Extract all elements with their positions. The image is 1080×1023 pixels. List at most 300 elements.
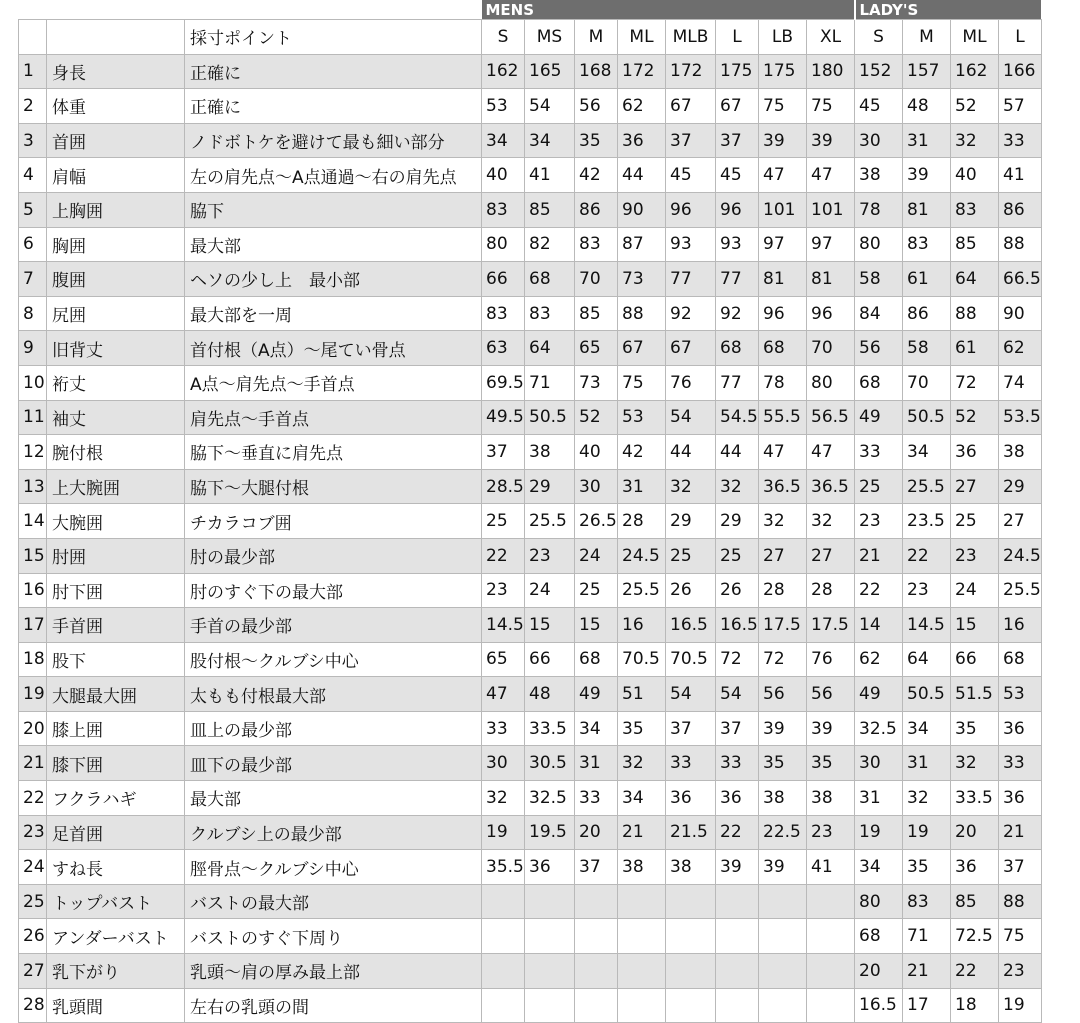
size-value xyxy=(666,954,716,989)
size-value: 65 xyxy=(575,331,618,366)
size-value: 45 xyxy=(855,89,903,124)
measurement-name: 乳頭間 xyxy=(47,988,185,1023)
row-number: 2 xyxy=(19,89,47,124)
size-value: 39 xyxy=(807,711,855,746)
measurement-name: 尻囲 xyxy=(47,296,185,331)
size-value: 34 xyxy=(903,435,951,470)
size-value: 35.5 xyxy=(482,850,525,885)
size-value: 31 xyxy=(575,746,618,781)
measurement-point: 脇下 xyxy=(185,192,482,227)
size-value: 39 xyxy=(759,711,807,746)
size-value: 71 xyxy=(903,919,951,954)
size-value: 32.5 xyxy=(855,711,903,746)
size-value: 162 xyxy=(951,54,999,89)
size-value: 32 xyxy=(482,781,525,816)
size-value xyxy=(807,884,855,919)
size-value: 32 xyxy=(716,469,759,504)
size-value: 56 xyxy=(759,677,807,712)
row-number: 25 xyxy=(19,884,47,919)
measurement-name: 股下 xyxy=(47,642,185,677)
size-value: 68 xyxy=(575,642,618,677)
row-number: 6 xyxy=(19,227,47,262)
measurement-point: 左右の乳頭の間 xyxy=(185,988,482,1023)
size-value: 42 xyxy=(575,158,618,193)
size-value: 78 xyxy=(759,365,807,400)
size-value: 61 xyxy=(951,331,999,366)
size-value: 34 xyxy=(903,711,951,746)
size-value: 23 xyxy=(903,573,951,608)
size-value: 37 xyxy=(666,123,716,158)
size-value: 49 xyxy=(855,677,903,712)
table-row xyxy=(19,538,1042,573)
size-value: 82 xyxy=(525,227,575,262)
size-value xyxy=(575,919,618,954)
row-number: 1 xyxy=(19,54,47,89)
size-value: 39 xyxy=(759,123,807,158)
size-value: 47 xyxy=(759,158,807,193)
table-row xyxy=(19,192,1042,227)
table-row xyxy=(19,746,1042,781)
size-value: 25.5 xyxy=(525,504,575,539)
size-value: 37 xyxy=(575,850,618,885)
size-value: 41 xyxy=(807,850,855,885)
table-row xyxy=(19,158,1042,193)
header-size-4: MLB xyxy=(666,20,716,55)
header-size-6: LB xyxy=(759,20,807,55)
size-value: 76 xyxy=(807,642,855,677)
header-size-11: L xyxy=(999,20,1042,55)
size-value: 165 xyxy=(525,54,575,89)
row-number: 19 xyxy=(19,677,47,712)
size-value: 30 xyxy=(575,469,618,504)
size-value: 33 xyxy=(666,746,716,781)
size-value: 88 xyxy=(618,296,666,331)
size-value: 75 xyxy=(618,365,666,400)
size-value: 39 xyxy=(759,850,807,885)
row-number: 26 xyxy=(19,919,47,954)
measurement-name: 旧背丈 xyxy=(47,331,185,366)
size-value: 36 xyxy=(999,781,1042,816)
size-value: 77 xyxy=(666,262,716,297)
size-value: 26.5 xyxy=(575,504,618,539)
size-value xyxy=(482,919,525,954)
size-value: 22 xyxy=(903,538,951,573)
size-value xyxy=(525,919,575,954)
size-value: 64 xyxy=(903,642,951,677)
size-value: 53.5 xyxy=(999,400,1042,435)
size-value xyxy=(482,884,525,919)
measurement-name: 裄丈 xyxy=(47,365,185,400)
size-value: 32 xyxy=(807,504,855,539)
measurement-point: バストのすぐ下周り xyxy=(185,919,482,954)
size-value: 40 xyxy=(951,158,999,193)
size-value: 29 xyxy=(525,469,575,504)
size-value: 66 xyxy=(482,262,525,297)
size-value: 36 xyxy=(999,711,1042,746)
table-row xyxy=(19,954,1042,989)
size-value: 25 xyxy=(855,469,903,504)
size-value: 37 xyxy=(716,711,759,746)
size-value: 92 xyxy=(716,296,759,331)
size-value: 68 xyxy=(855,919,903,954)
size-value: 54.5 xyxy=(716,400,759,435)
size-value: 101 xyxy=(807,192,855,227)
size-value: 76 xyxy=(666,365,716,400)
measurement-point: 手首の最少部 xyxy=(185,608,482,643)
size-value: 53 xyxy=(482,89,525,124)
measurement-name: 肩幅 xyxy=(47,158,185,193)
size-value: 32 xyxy=(951,746,999,781)
size-value: 62 xyxy=(855,642,903,677)
size-value: 168 xyxy=(575,54,618,89)
size-value: 96 xyxy=(716,192,759,227)
measurement-point: 肘の最少部 xyxy=(185,538,482,573)
size-value: 36 xyxy=(618,123,666,158)
size-value: 65 xyxy=(482,642,525,677)
size-table xyxy=(18,0,1042,1023)
size-value: 23 xyxy=(525,538,575,573)
size-value: 28 xyxy=(618,504,666,539)
size-value: 14.5 xyxy=(482,608,525,643)
size-value: 20 xyxy=(575,815,618,850)
size-value: 33 xyxy=(999,746,1042,781)
row-number: 8 xyxy=(19,296,47,331)
size-value: 72.5 xyxy=(951,919,999,954)
measurement-name: 肘囲 xyxy=(47,538,185,573)
size-value xyxy=(482,954,525,989)
table-row xyxy=(19,469,1042,504)
size-value: 36 xyxy=(716,781,759,816)
size-value: 40 xyxy=(575,435,618,470)
size-value: 25 xyxy=(951,504,999,539)
size-value xyxy=(759,954,807,989)
size-value: 42 xyxy=(618,435,666,470)
size-value: 26 xyxy=(716,573,759,608)
size-value: 56 xyxy=(855,331,903,366)
size-value: 31 xyxy=(618,469,666,504)
size-value: 25.5 xyxy=(618,573,666,608)
measurement-point: 最大部 xyxy=(185,781,482,816)
measurement-point: 最大部 xyxy=(185,227,482,262)
row-number: 17 xyxy=(19,608,47,643)
table-row xyxy=(19,227,1042,262)
size-value: 47 xyxy=(482,677,525,712)
size-value: 31 xyxy=(903,123,951,158)
row-number: 15 xyxy=(19,538,47,573)
lady-group-label: LADY'S xyxy=(855,0,1042,20)
measurement-point: 首付根（A点）～尾てい骨点 xyxy=(185,331,482,366)
size-value: 34 xyxy=(482,123,525,158)
row-number: 12 xyxy=(19,435,47,470)
row-number: 13 xyxy=(19,469,47,504)
size-value: 80 xyxy=(807,365,855,400)
header-item xyxy=(47,20,185,55)
size-value: 28.5 xyxy=(482,469,525,504)
size-value: 28 xyxy=(807,573,855,608)
size-value: 36.5 xyxy=(759,469,807,504)
table-row xyxy=(19,919,1042,954)
size-value: 67 xyxy=(666,89,716,124)
size-value: 49 xyxy=(575,677,618,712)
size-value: 25 xyxy=(666,538,716,573)
size-value: 68 xyxy=(759,331,807,366)
size-value: 14 xyxy=(855,608,903,643)
size-value: 180 xyxy=(807,54,855,89)
column-header-row xyxy=(19,20,1042,55)
size-value: 29 xyxy=(716,504,759,539)
size-value: 66.5 xyxy=(999,262,1042,297)
row-number: 28 xyxy=(19,988,47,1023)
size-value: 35 xyxy=(575,123,618,158)
table-row xyxy=(19,400,1042,435)
size-value: 27 xyxy=(759,538,807,573)
row-number: 18 xyxy=(19,642,47,677)
size-value: 33 xyxy=(716,746,759,781)
measurement-point: 太もも付根最大部 xyxy=(185,677,482,712)
measurement-point: A点～肩先点～手首点 xyxy=(185,365,482,400)
measurement-name: 体重 xyxy=(47,89,185,124)
size-value: 71 xyxy=(525,365,575,400)
size-value: 33 xyxy=(575,781,618,816)
size-value: 75 xyxy=(807,89,855,124)
size-value: 93 xyxy=(666,227,716,262)
size-value: 96 xyxy=(666,192,716,227)
size-value: 81 xyxy=(807,262,855,297)
size-value: 34 xyxy=(525,123,575,158)
group-header-row xyxy=(19,0,1042,20)
measurement-point: 正確に xyxy=(185,89,482,124)
size-value: 72 xyxy=(951,365,999,400)
size-value: 38 xyxy=(618,850,666,885)
size-value: 17.5 xyxy=(807,608,855,643)
size-value: 38 xyxy=(807,781,855,816)
header-size-9: M xyxy=(903,20,951,55)
table-row xyxy=(19,365,1042,400)
size-value: 101 xyxy=(759,192,807,227)
measurement-name: 大腕囲 xyxy=(47,504,185,539)
measurement-point: 肩先点～手首点 xyxy=(185,400,482,435)
table-row xyxy=(19,54,1042,89)
size-value: 23 xyxy=(855,504,903,539)
size-value xyxy=(716,954,759,989)
size-value: 26 xyxy=(666,573,716,608)
size-value: 53 xyxy=(999,677,1042,712)
size-value: 28 xyxy=(759,573,807,608)
size-value: 19 xyxy=(999,988,1042,1023)
measurement-name: 手首囲 xyxy=(47,608,185,643)
size-value: 15 xyxy=(575,608,618,643)
size-value: 27 xyxy=(999,504,1042,539)
measurement-point: ノドボトケを避けて最も細い部分 xyxy=(185,123,482,158)
size-value: 36 xyxy=(951,435,999,470)
size-value: 85 xyxy=(575,296,618,331)
size-value: 80 xyxy=(855,227,903,262)
size-value: 44 xyxy=(618,158,666,193)
measurement-point: ヘソの少し上 最小部 xyxy=(185,262,482,297)
size-value xyxy=(716,884,759,919)
size-value: 38 xyxy=(855,158,903,193)
size-value: 175 xyxy=(759,54,807,89)
size-value: 74 xyxy=(999,365,1042,400)
table-row xyxy=(19,435,1042,470)
size-value: 70 xyxy=(575,262,618,297)
size-value: 32 xyxy=(666,469,716,504)
row-number: 3 xyxy=(19,123,47,158)
size-value: 97 xyxy=(807,227,855,262)
size-value: 162 xyxy=(482,54,525,89)
size-value xyxy=(618,919,666,954)
size-value: 32 xyxy=(951,123,999,158)
size-value: 39 xyxy=(807,123,855,158)
size-value xyxy=(575,884,618,919)
header-number xyxy=(19,20,47,55)
size-value: 57 xyxy=(999,89,1042,124)
row-number: 20 xyxy=(19,711,47,746)
table-row xyxy=(19,677,1042,712)
size-value: 88 xyxy=(999,227,1042,262)
measurement-point: 脇下～垂直に肩先点 xyxy=(185,435,482,470)
size-value: 70 xyxy=(807,331,855,366)
size-value: 50.5 xyxy=(903,400,951,435)
size-value xyxy=(618,988,666,1023)
size-value: 96 xyxy=(759,296,807,331)
size-value: 88 xyxy=(999,884,1042,919)
measurement-point: 脇下～大腿付根 xyxy=(185,469,482,504)
size-value xyxy=(618,954,666,989)
size-value: 86 xyxy=(903,296,951,331)
table-row xyxy=(19,504,1042,539)
size-value: 23 xyxy=(482,573,525,608)
measurement-name: 乳下がり xyxy=(47,954,185,989)
size-value: 72 xyxy=(716,642,759,677)
size-value: 18 xyxy=(951,988,999,1023)
size-value: 23 xyxy=(807,815,855,850)
size-value: 78 xyxy=(855,192,903,227)
size-value: 56.5 xyxy=(807,400,855,435)
size-value: 16.5 xyxy=(716,608,759,643)
size-value: 75 xyxy=(759,89,807,124)
row-number: 7 xyxy=(19,262,47,297)
size-value: 55.5 xyxy=(759,400,807,435)
size-value: 22 xyxy=(716,815,759,850)
size-value: 172 xyxy=(666,54,716,89)
size-value: 84 xyxy=(855,296,903,331)
size-value: 83 xyxy=(903,884,951,919)
size-value: 17 xyxy=(903,988,951,1023)
header-size-3: ML xyxy=(618,20,666,55)
measurement-name: 腕付根 xyxy=(47,435,185,470)
size-value xyxy=(482,988,525,1023)
size-value: 73 xyxy=(575,365,618,400)
size-value: 21 xyxy=(903,954,951,989)
size-value: 16.5 xyxy=(855,988,903,1023)
size-value: 24 xyxy=(525,573,575,608)
table-row xyxy=(19,711,1042,746)
size-value: 85 xyxy=(951,884,999,919)
measurement-point: チカラコブ囲 xyxy=(185,504,482,539)
size-value: 69.5 xyxy=(482,365,525,400)
size-value xyxy=(525,954,575,989)
size-value: 47 xyxy=(759,435,807,470)
size-value: 33 xyxy=(482,711,525,746)
size-value: 172 xyxy=(618,54,666,89)
size-value: 152 xyxy=(855,54,903,89)
table-row xyxy=(19,89,1042,124)
row-number: 5 xyxy=(19,192,47,227)
size-value: 92 xyxy=(666,296,716,331)
size-value: 32.5 xyxy=(525,781,575,816)
table-row xyxy=(19,988,1042,1023)
size-value: 27 xyxy=(951,469,999,504)
size-value: 22.5 xyxy=(759,815,807,850)
size-value: 36 xyxy=(666,781,716,816)
header-size-2: M xyxy=(575,20,618,55)
size-value: 49.5 xyxy=(482,400,525,435)
size-value: 53 xyxy=(618,400,666,435)
measurement-point: 皿上の最少部 xyxy=(185,711,482,746)
row-number: 4 xyxy=(19,158,47,193)
size-chart xyxy=(18,0,1042,1023)
size-value: 22 xyxy=(855,573,903,608)
row-number: 27 xyxy=(19,954,47,989)
measurement-point: 脛骨点～クルブシ中心 xyxy=(185,850,482,885)
size-value: 32 xyxy=(759,504,807,539)
measurement-name: 上大腕囲 xyxy=(47,469,185,504)
measurement-name: フクラハギ xyxy=(47,781,185,816)
row-number: 9 xyxy=(19,331,47,366)
header-size-1: MS xyxy=(525,20,575,55)
size-value: 96 xyxy=(807,296,855,331)
size-value: 31 xyxy=(903,746,951,781)
size-value: 37 xyxy=(999,850,1042,885)
size-value: 21.5 xyxy=(666,815,716,850)
size-value: 47 xyxy=(807,435,855,470)
size-value: 52 xyxy=(951,89,999,124)
header-size-10: ML xyxy=(951,20,999,55)
size-value: 19 xyxy=(903,815,951,850)
size-value: 36 xyxy=(951,850,999,885)
size-value: 30 xyxy=(482,746,525,781)
size-value: 85 xyxy=(951,227,999,262)
size-value: 24 xyxy=(951,573,999,608)
size-value: 93 xyxy=(716,227,759,262)
row-number: 14 xyxy=(19,504,47,539)
measurement-name: 胸囲 xyxy=(47,227,185,262)
measurement-name: 膝上囲 xyxy=(47,711,185,746)
group-header-blank xyxy=(19,0,482,20)
size-value: 21 xyxy=(999,815,1042,850)
size-value: 75 xyxy=(999,919,1042,954)
size-value: 16.5 xyxy=(666,608,716,643)
measurement-name: アンダーバスト xyxy=(47,919,185,954)
size-value: 23 xyxy=(951,538,999,573)
size-value: 66 xyxy=(525,642,575,677)
size-value: 81 xyxy=(903,192,951,227)
size-value: 50.5 xyxy=(525,400,575,435)
size-value: 81 xyxy=(759,262,807,297)
measurement-name: 首囲 xyxy=(47,123,185,158)
size-value: 80 xyxy=(855,884,903,919)
size-value: 33.5 xyxy=(525,711,575,746)
size-value: 19.5 xyxy=(525,815,575,850)
size-value: 15 xyxy=(951,608,999,643)
size-value: 87 xyxy=(618,227,666,262)
measurement-name: 袖丈 xyxy=(47,400,185,435)
measurement-name: 身長 xyxy=(47,54,185,89)
size-value: 22 xyxy=(482,538,525,573)
measurement-point: 肘のすぐ下の最大部 xyxy=(185,573,482,608)
size-value: 25 xyxy=(482,504,525,539)
